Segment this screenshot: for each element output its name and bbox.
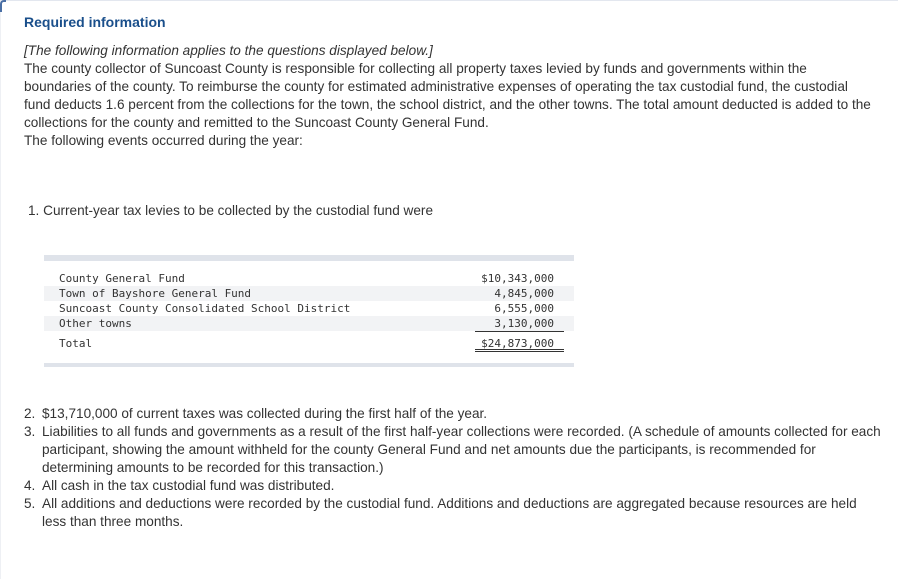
event-text: All cash in the tax custodial fund was distributed. (42, 478, 335, 493)
table-row (44, 286, 574, 301)
event-list (24, 405, 884, 531)
total-double-rule (475, 349, 564, 352)
levy-name: Suncoast County Consolidated School District (59, 302, 351, 315)
intro-lead: The following events occurred during the year: (24, 133, 303, 148)
event-text: $13,710,000 of current taxes was collected during the first half of the year. (42, 406, 488, 421)
corner-accent (0, 0, 6, 12)
subtotal-rule (475, 331, 564, 332)
list-item (24, 495, 884, 531)
levy-amount: 3,130,000 (494, 317, 554, 330)
total-label: Total (59, 337, 93, 350)
levy-name: Town of Bayshore General Fund (59, 287, 252, 300)
event-text: Current-year tax levies to be collected by the custodial fund were (43, 203, 434, 218)
event-number: 2. (24, 406, 36, 421)
table-row (44, 316, 574, 331)
event-number: 1. (28, 203, 40, 218)
event-number: 4. (24, 478, 36, 493)
levy-name: Other towns (59, 317, 132, 330)
list-item (24, 423, 884, 477)
levy-amount: 6,555,000 (494, 302, 554, 315)
list-item (24, 405, 884, 423)
levy-amount: 4,845,000 (494, 287, 554, 300)
event-text: All additions and deductions were recorded by the custodial fund. Additions and deductions are aggregated because resources are held less than three months. (42, 496, 857, 529)
intro-paragraph: The county collector of Suncoast County is responsible for collecting all property taxes levied by funds and governments within the boundaries of the county. To reimburse the county for estimated administrative expenses of operating the tax custodial fund, the custodial fund deducts 1.6 percent from the collections for the town, the school district, and the other towns. The total amount deducted is added to the collections for the county and remitted to the Suncoast County General Fund. (24, 61, 871, 130)
intro-note: [The following information applies to the questions displayed below.] (24, 43, 433, 58)
tax-levy-table (44, 255, 574, 367)
event-number: 5. (24, 496, 36, 511)
levy-name: County General Fund (59, 272, 185, 285)
intro-block (24, 42, 876, 150)
list-item (24, 477, 884, 495)
event-number: 3. (24, 424, 36, 439)
table-row (44, 301, 574, 316)
table-row (44, 271, 574, 286)
event-text: Liabilities to all funds and governments as a result of the first half-year collections were recorded. (A schedule of amounts collected for each participant, showing the amount withheld for the county General Fund and net amounts due the participants, is recommended for determining amounts to be recorded for this transaction.) (42, 424, 881, 475)
total-amount: $24,873,000 (481, 337, 554, 350)
section-title: Required information (24, 14, 166, 30)
levy-amount: $10,343,000 (481, 272, 554, 285)
event-item-1 (28, 203, 433, 218)
